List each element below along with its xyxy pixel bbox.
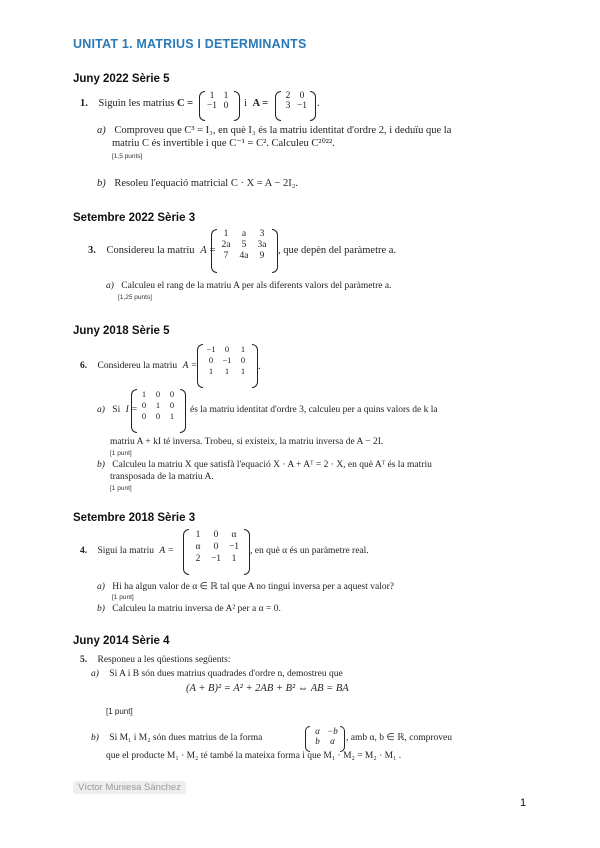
page-title: UNITAT 1. MATRIUS I DETERMINANTS bbox=[73, 37, 307, 51]
matrix-c bbox=[205, 91, 233, 111]
part-text: Calculeu la matriu inversa de A² per a α = 0. bbox=[112, 604, 281, 614]
part-label: a) bbox=[97, 582, 105, 592]
section-heading-setembre-2022: Setembre 2022 Sèrie 3 bbox=[73, 212, 196, 224]
question-intro: Siguin les matrius bbox=[98, 98, 175, 109]
matrix-cell: 3 bbox=[259, 229, 265, 239]
question-1 bbox=[80, 97, 193, 110]
matrix-cell: 1 bbox=[141, 389, 147, 399]
part-b bbox=[97, 177, 298, 190]
matrix-cell: 4a bbox=[239, 251, 249, 261]
part-label: b) bbox=[97, 460, 105, 470]
matrix-cell: 1 bbox=[240, 344, 246, 354]
part-text: Comproveu que C³ = I₃, en què I₃ és la matriu identitat d'ordre 2, i deduïu que la bbox=[114, 125, 452, 136]
conjunction: i bbox=[244, 98, 247, 109]
matrix-cell: 1 bbox=[231, 554, 237, 564]
matrix-cell: 0 bbox=[169, 400, 175, 410]
matrix-a-label: A = bbox=[182, 361, 197, 371]
matrix-cell: 9 bbox=[259, 251, 265, 261]
matrix-cell: −1 bbox=[210, 554, 222, 564]
matrix-cell: α bbox=[330, 736, 335, 746]
points-label: [1,5 punts] bbox=[112, 153, 143, 160]
matrix-a-label: A = bbox=[159, 546, 174, 556]
part-label: a) bbox=[97, 125, 106, 136]
part-prefix: Si bbox=[112, 405, 121, 415]
part-text: que el producte M₁ · M₂ té també la mateixa forma i que M₁ · M₂ = M₂ · M₁ . bbox=[106, 751, 402, 761]
matrix-a-label: A = bbox=[252, 98, 269, 109]
matrix-i-label: I = bbox=[125, 405, 138, 415]
matrix-cell: 0 bbox=[299, 91, 305, 101]
matrix-cell: 0 bbox=[224, 344, 230, 354]
matrix-a-alpha bbox=[189, 530, 243, 564]
matrix-cell: 0 bbox=[169, 389, 175, 399]
points-label: [1 punt] bbox=[110, 450, 132, 457]
section-heading-juny-2022: Juny 2022 Sèrie 5 bbox=[73, 73, 170, 85]
matrix-cell: 0 bbox=[240, 355, 246, 365]
matrix-cell: 1 bbox=[155, 400, 161, 410]
matrix-c-right-bracket bbox=[234, 91, 240, 121]
matrix-cell: b bbox=[315, 736, 320, 746]
part-label: a) bbox=[97, 405, 105, 415]
page-number: 1 bbox=[520, 797, 527, 809]
matrix-cell: 2 bbox=[195, 554, 201, 564]
question-number: 5. bbox=[80, 655, 88, 665]
matrix-identity bbox=[137, 389, 179, 421]
matrix-cell: −1 bbox=[206, 344, 216, 354]
part-label: b) bbox=[91, 733, 99, 743]
matrix-cell: a bbox=[241, 229, 247, 239]
part-text: transposada de la matriu A. bbox=[110, 472, 214, 482]
part-text: és la matriu identitat d'ordre 3, calculeu per a quins valors de k la bbox=[190, 405, 438, 415]
matrix-a-label: A = bbox=[200, 245, 217, 256]
matrix-cell: 1 bbox=[169, 411, 175, 421]
matrix-cell: −1 bbox=[296, 101, 308, 111]
matrix-cell: −1 bbox=[228, 542, 240, 552]
matrix-cell: 2 bbox=[285, 91, 291, 101]
matrix-cell: 0 bbox=[155, 389, 161, 399]
author-footer: Víctor Muniesa Sánchez bbox=[73, 781, 186, 794]
part-text: Si M₁ i M₂ són dues matrius de la forma bbox=[109, 733, 263, 743]
matrix-right-bracket bbox=[180, 389, 186, 433]
points-label: [1 punt] bbox=[106, 707, 133, 716]
matrix-cell: 0 bbox=[155, 411, 161, 421]
part-text: , amb α, b ∈ ℝ, comproveu bbox=[346, 733, 452, 743]
intro-end: , en què α és un paràmetre real. bbox=[250, 546, 369, 556]
matrix-cell: −b bbox=[327, 726, 338, 736]
points-label: [1 punt] bbox=[112, 594, 134, 601]
part-label: a) bbox=[91, 669, 99, 679]
matrix-cell: 0 bbox=[141, 400, 147, 410]
matrix-c-label: C = bbox=[176, 98, 194, 109]
part-label: a) bbox=[106, 281, 114, 291]
matrix-cell: 1 bbox=[195, 530, 201, 540]
intro-end: . bbox=[258, 361, 261, 372]
question-number: 1. bbox=[80, 98, 88, 109]
matrix-cell: 7 bbox=[223, 251, 229, 261]
part-a bbox=[97, 124, 451, 137]
section-heading-setembre-2018: Setembre 2018 Sèrie 3 bbox=[73, 512, 196, 524]
matrix-cell: −1 bbox=[206, 101, 218, 111]
matrix-cell: 1 bbox=[208, 366, 214, 376]
part-text: Hi ha algun valor de α ∈ ℝ tal que A no tingui inversa per a aquest valor? bbox=[112, 582, 394, 592]
part-label: b) bbox=[97, 604, 105, 614]
intro-end: , que depèn del paràmetre a. bbox=[278, 245, 397, 256]
question-number: 4. bbox=[80, 546, 88, 556]
matrix-a-3x3 bbox=[203, 344, 251, 376]
formula: (A + B)² = A² + 2AB + B² ⇔ AB = BA bbox=[186, 683, 349, 694]
part-text: matriu A + kI té inversa. Trobeu, si existeix, la matriu inversa de A − 2I. bbox=[110, 437, 384, 447]
matrix-cell: −1 bbox=[222, 355, 232, 365]
question-number: 3. bbox=[88, 245, 96, 256]
matrix-m-form bbox=[310, 726, 340, 746]
points-label: [1,25 punts] bbox=[118, 294, 152, 301]
section-heading-juny-2014: Juny 2014 Sèrie 4 bbox=[73, 635, 170, 647]
matrix-a bbox=[281, 91, 309, 111]
matrix-right-bracket bbox=[340, 726, 345, 752]
part-text: Resoleu l'equació matricial C · X = A − 2I₂. bbox=[114, 178, 298, 189]
matrix-cell: 1 bbox=[240, 366, 246, 376]
section-heading-juny-2018: Juny 2018 Sèrie 5 bbox=[73, 325, 170, 337]
question-intro: Considereu la matriu bbox=[97, 361, 178, 371]
question-intro: Responeu a les qüestions següents: bbox=[97, 655, 231, 665]
matrix-cell: α bbox=[231, 530, 237, 540]
question-intro: Sigui la matriu bbox=[97, 546, 154, 556]
matrix-cell: α bbox=[315, 726, 320, 736]
part-text: Si A i B són dues matrius quadrades d'ordre n, demostreu que bbox=[109, 669, 343, 679]
matrix-cell: 1 bbox=[223, 91, 229, 101]
matrix-cell: 0 bbox=[223, 101, 229, 111]
points-label: [1 punt] bbox=[110, 485, 132, 492]
matrix-cell: 3a bbox=[257, 240, 267, 250]
matrix-cell: 1 bbox=[223, 229, 229, 239]
part-text: Calculeu el rang de la matriu A per als diferents valors del paràmetre a. bbox=[121, 281, 392, 291]
matrix-cell: 0 bbox=[141, 411, 147, 421]
part-label: b) bbox=[97, 178, 106, 189]
matrix-cell: α bbox=[195, 542, 201, 552]
question-number: 6. bbox=[80, 361, 88, 371]
matrix-cell: 1 bbox=[224, 366, 230, 376]
matrix-cell: 5 bbox=[241, 240, 247, 250]
intro-end: . bbox=[317, 98, 320, 109]
matrix-a-right-bracket bbox=[310, 91, 316, 121]
matrix-cell: 0 bbox=[208, 355, 214, 365]
matrix-cell: 3 bbox=[285, 101, 291, 111]
question-intro: Considereu la matriu bbox=[106, 245, 195, 256]
matrix-cell: 1 bbox=[209, 91, 215, 101]
part-text: Calculeu la matriu X que satisfà l'equació X · A + Aᵀ = 2 · X, en què Aᵀ és la matriu bbox=[112, 460, 432, 470]
part-text: matriu C és invertible i que C⁻¹ = C². Calculeu C²⁰²². bbox=[112, 138, 335, 149]
matrix-cell: 2a bbox=[221, 240, 231, 250]
matrix-a-param bbox=[217, 229, 271, 261]
matrix-cell: 0 bbox=[213, 530, 219, 540]
matrix-cell: 0 bbox=[213, 542, 219, 552]
